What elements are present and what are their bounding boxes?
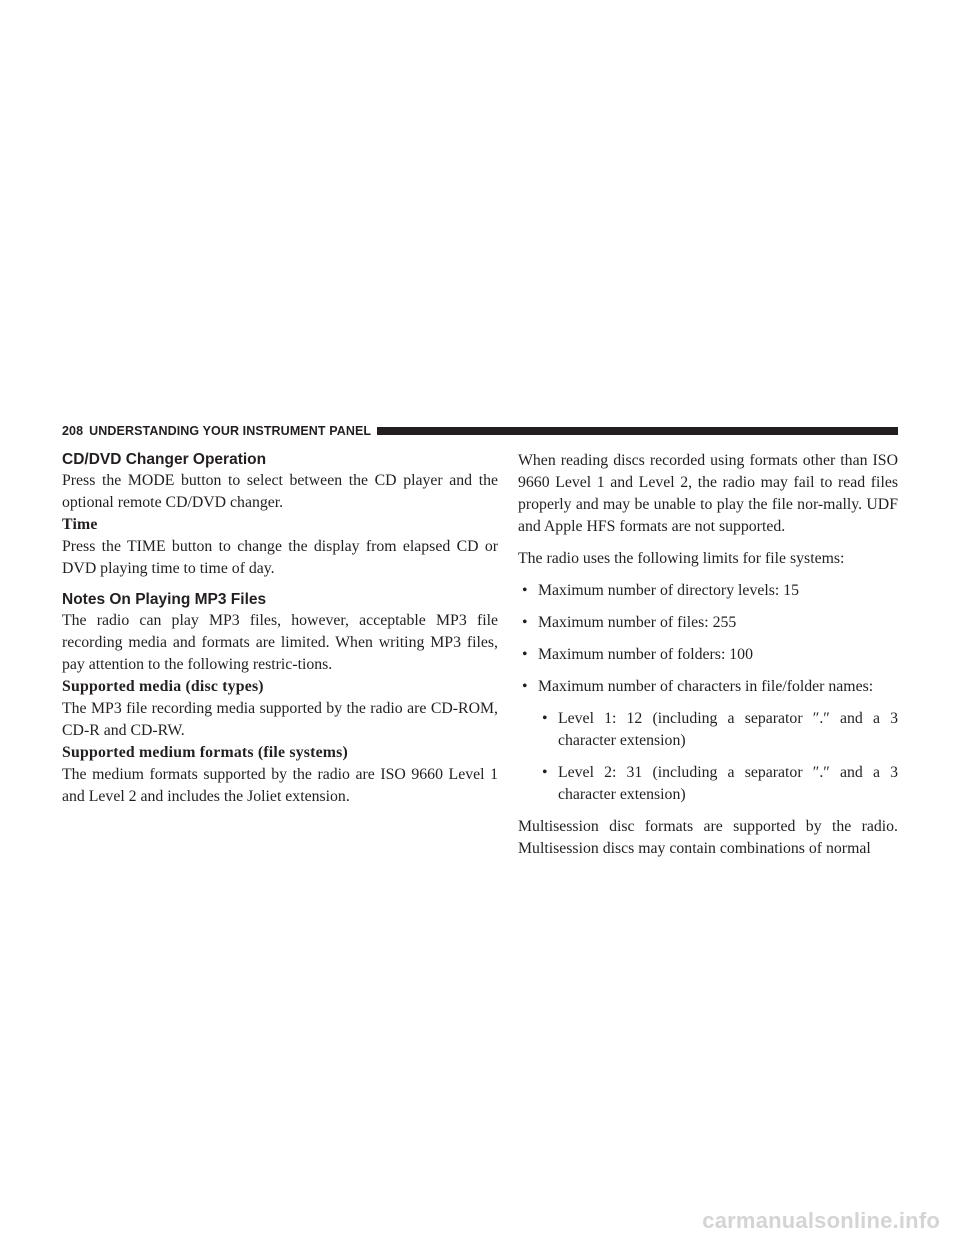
paragraph-time: Press the TIME button to change the display from elapsed CD or DVD playing time to time of day.: [62, 538, 498, 577]
limits-list: [518, 580, 898, 698]
watermark-text: carmanualsonline.info: [702, 1208, 940, 1233]
filename-limits-list: [518, 708, 898, 806]
paragraph-multisession: Multisession disc formats are supported by the radio. Multisession discs may contain combinations of normal: [518, 818, 898, 857]
heading-mp3-notes: Notes On Playing MP3 Files: [62, 591, 267, 608]
page-number: 208: [62, 424, 84, 438]
paragraph-mode: Press the MODE button to select between the CD player and the optional remote CD/DVD changer.: [62, 472, 498, 511]
section-title: UNDERSTANDING YOUR INSTRUMENT PANEL: [89, 424, 372, 438]
paragraph-other-formats: When reading discs recorded using formats other than ISO 9660 Level 1 and Level 2, the radio may fail to read files properly and may be unable to play the file nor-mally. UDF and Apple HFS formats are not supported.: [518, 452, 898, 535]
page-header: [62, 422, 898, 440]
subheading-media: Supported media (disc types): [62, 678, 264, 695]
list-item: • Maximum number of characters in file/folder names:: [518, 676, 898, 698]
right-column: [518, 450, 898, 860]
list-item: • Maximum number of directory levels: 15: [518, 580, 898, 602]
list-item: • Level 2: 31 (including a separator ″.″ and a 3 character extension): [538, 762, 898, 806]
list-item: • Maximum number of folders: 100: [518, 644, 898, 666]
subheading-time: Time: [62, 516, 98, 533]
paragraph-mp3-intro: The radio can play MP3 files, however, acceptable MP3 file recording media and formats are limited. When writing MP3 files, pay attention to the following restric-tions.: [62, 612, 498, 673]
left-column: [62, 450, 498, 808]
paragraph-limits: The radio uses the following limits for file systems:: [518, 550, 845, 567]
paragraph-formats: The medium formats supported by the radio are ISO 9660 Level 1 and Level 2 and includes the Joliet extension.: [62, 766, 498, 805]
heading-cd-dvd-changer: CD/DVD Changer Operation: [62, 451, 267, 468]
header-rule: [377, 427, 898, 435]
paragraph-media: The MP3 file recording media supported by the radio are CD-ROM, CD-R and CD-RW.: [62, 700, 498, 739]
subheading-formats: Supported medium formats (file systems): [62, 744, 348, 761]
list-item: • Maximum number of files: 255: [518, 612, 898, 634]
list-item: • Level 1: 12 (including a separator ″.″ and a 3 character extension): [538, 708, 898, 752]
